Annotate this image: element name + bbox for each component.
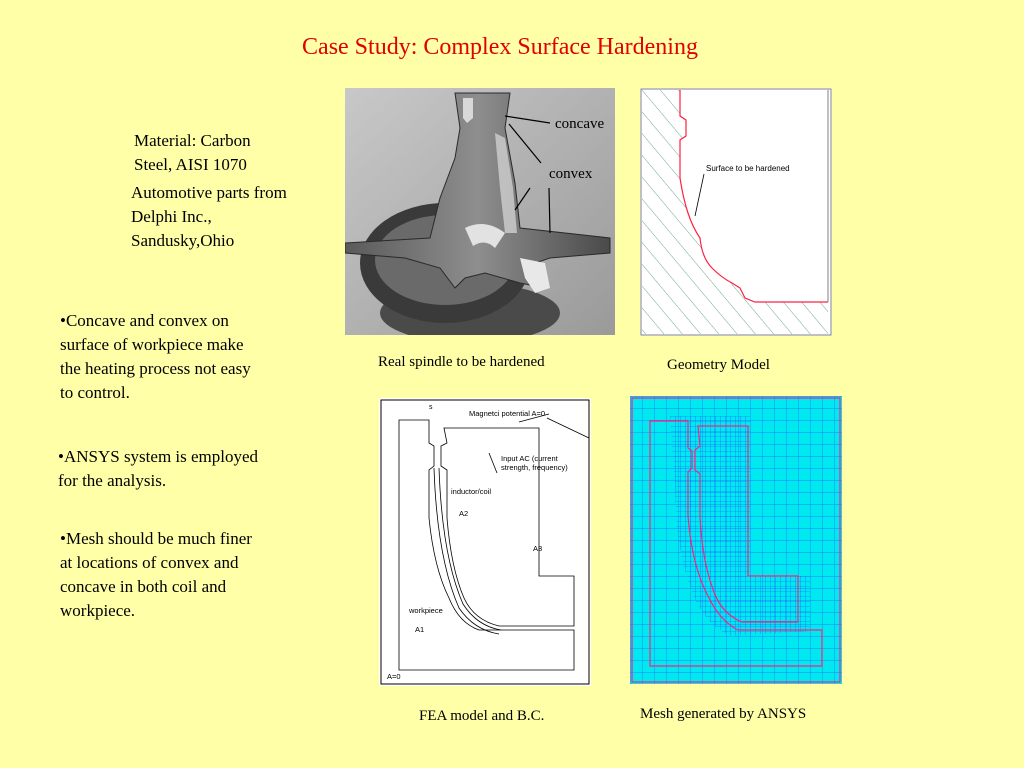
label-a1: A1 [415, 625, 425, 634]
bullet-line: surface of workpiece make [60, 335, 244, 354]
mesh-drawing [630, 396, 842, 684]
label-convex: convex [549, 166, 593, 182]
bullet-line: at locations of convex and [60, 553, 239, 572]
bullet-line: •Concave and convex on [60, 311, 229, 330]
geometry-caption: Geometry Model [667, 357, 770, 373]
material-line: Steel, AISI 1070 [134, 155, 247, 174]
bullet-line: •Mesh should be much finer [60, 529, 252, 548]
bullet-line: workpiece. [60, 601, 136, 620]
bullet-line: to control. [60, 383, 130, 402]
fea-model [379, 398, 591, 686]
geometry-drawing [640, 88, 832, 336]
bullet-line: the heating process not easy [60, 359, 251, 378]
mesh-model [630, 396, 842, 684]
source-line: Sandusky,Ohio [131, 231, 235, 250]
fea-drawing [379, 398, 591, 686]
label-workpiece: workpiece [409, 606, 443, 615]
label-input: Input AC (current [501, 454, 558, 463]
bullet-concave-convex [60, 309, 251, 405]
source-text [131, 181, 287, 253]
label-input: strength, frequency) [501, 463, 568, 472]
material-text [134, 129, 251, 177]
label-potential: Magnetci potential A=0 [469, 409, 546, 418]
source-line: Delphi Inc., [131, 207, 212, 226]
label-a3: A3 [533, 544, 543, 553]
label-a2: A2 [459, 509, 469, 518]
label-surface: Surface to be hardened [706, 164, 790, 173]
fea-caption: FEA model and B.C. [419, 708, 545, 724]
source-line: Automotive parts from [131, 183, 287, 202]
bullet-line: •ANSYS system is employed [58, 447, 259, 466]
label-coil: inductor/coil [451, 487, 492, 496]
label-concave: concave [555, 116, 605, 132]
label-a0: A=0 [387, 672, 401, 681]
mesh-caption: Mesh generated by ANSYS [640, 706, 807, 722]
bullet-mesh [60, 527, 252, 623]
geometry-model [640, 88, 832, 336]
bullet-ansys [58, 445, 258, 493]
slide-title: Case Study: Complex Surface Hardening [302, 34, 698, 60]
label-s: s [429, 404, 433, 411]
bullet-line: concave in both coil and [60, 577, 227, 596]
photo-caption: Real spindle to be hardened [378, 354, 545, 370]
material-line: Material: Carbon [134, 131, 251, 150]
bullet-line: for the analysis. [58, 471, 167, 490]
